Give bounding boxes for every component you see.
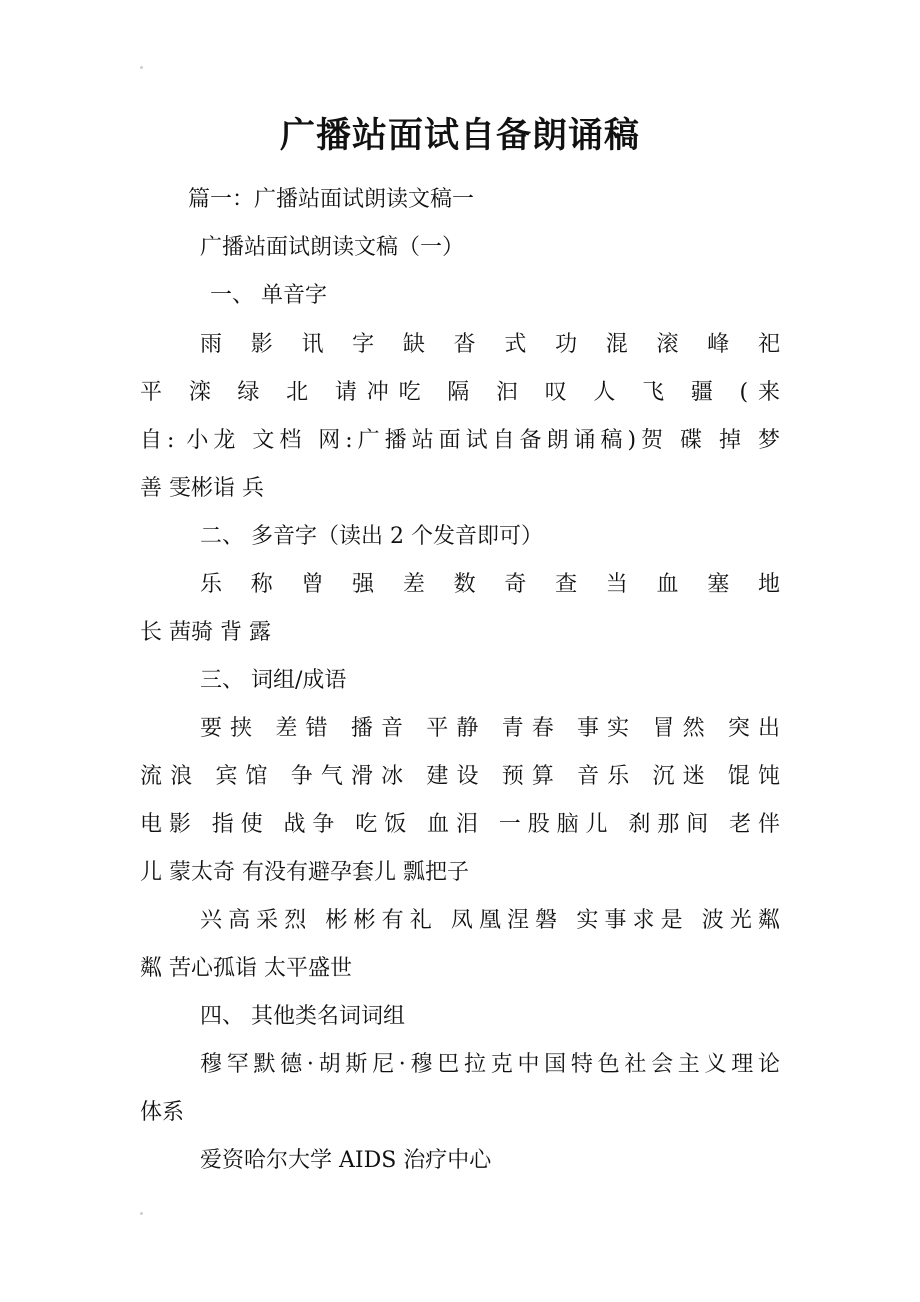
paragraph-line: 要挟 差错 播音 平静 青春 事实 冒然 突出 — [200, 716, 780, 741]
paragraph-line: 乐 称 曾 强 差 数 奇 查 当 血 塞 地 — [200, 572, 780, 597]
subheading: 广播站面试朗读文稿（一） — [200, 235, 465, 260]
section-heading-other-nouns: 四、 其他类名词词组 — [200, 1004, 405, 1029]
section-heading-polyphones: 二、 多音字（读出 2 个发音即可） — [200, 524, 543, 549]
paragraph-line: 长 茜骑 背 露 — [140, 620, 271, 645]
section-heading-part-one: 篇一：广播站面试朗读文稿一 — [188, 187, 475, 212]
paragraph-line: 体系 — [140, 1100, 185, 1125]
paragraph-line: 自: 小龙 文档 网:广播站面试自备朗诵稿)贺 碟 掉 梦 — [140, 428, 780, 453]
paragraph-line: 穆罕默德·胡斯尼·穆巴拉克中国特色社会主义理论 — [200, 1052, 780, 1077]
section-heading-phrases: 三、 词组/成语 — [200, 668, 347, 693]
paragraph-line: 粼 苦心孤诣 太平盛世 — [140, 956, 352, 981]
paragraph-line: 电影 指使 战争 吃饭 血泪 一股脑儿 刹那间 老伴 — [140, 812, 780, 837]
paragraph-line: 儿 蒙太奇 有没有避孕套儿 瓢把子 — [140, 860, 469, 885]
paragraph-line: 平 滦 绿 北 请冲吃 隔 汩 叹 人 飞 疆 (来 — [140, 380, 780, 405]
paragraph-line: 爱资哈尔大学 AIDS 治疗中心 — [200, 1148, 492, 1173]
page-mark-bottom — [140, 1212, 143, 1215]
document-title: 广播站面试自备朗诵稿 — [279, 115, 640, 156]
paragraph-line: 流浪 宾馆 争气滑冰 建设 预算 音乐 沉迷 馄饨 — [140, 764, 780, 789]
paragraph-line: 兴高采烈 彬彬有礼 凤凰涅磐 实事求是 波光粼 — [200, 908, 780, 933]
paragraph-line: 善 雯彬诣 兵 — [140, 476, 264, 501]
section-heading-single-chars: 一、 单音字 — [210, 283, 327, 308]
paragraph-line: 雨 影 讯 字 缺 沓 式 功 混 滚 峰 祀 — [200, 332, 780, 357]
page-mark-top — [140, 66, 143, 69]
